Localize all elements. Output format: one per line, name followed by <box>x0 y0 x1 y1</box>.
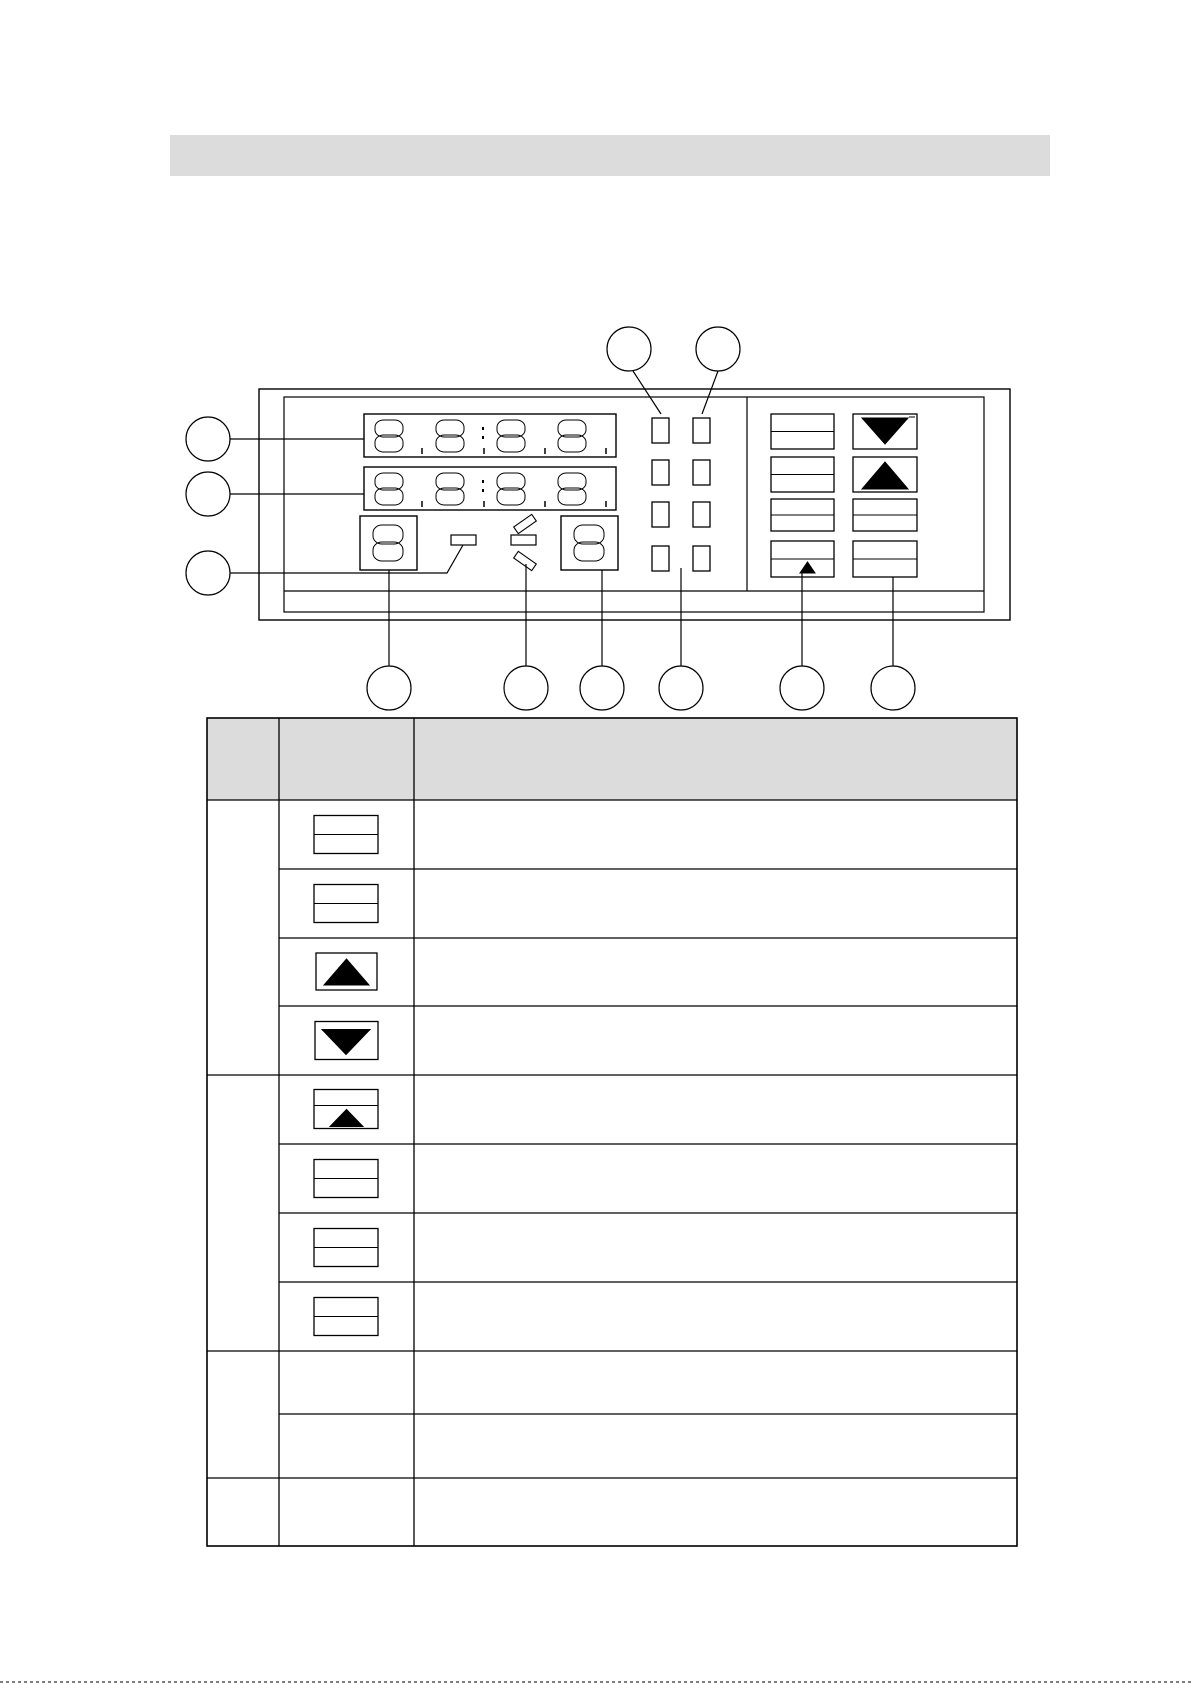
leader-line <box>230 545 463 573</box>
callout-circle <box>871 666 915 710</box>
callout-circle <box>504 666 548 710</box>
indicator-bar-slanted <box>514 514 537 533</box>
panel-key-blank <box>771 414 834 449</box>
segment-lower-loop <box>375 488 403 505</box>
down-triangle-icon <box>322 1030 370 1055</box>
panel-key-shift <box>771 541 834 577</box>
seven-segment-digit <box>497 473 525 505</box>
section-header-band <box>170 135 1050 176</box>
seven-segment-digit <box>375 420 403 452</box>
display-row-1 <box>364 414 616 457</box>
status-lamp <box>693 460 710 485</box>
panel-key-down <box>853 414 917 449</box>
panel-key-blank <box>771 457 834 492</box>
table-row <box>279 1213 1017 1267</box>
table-row <box>279 1006 1017 1060</box>
segment-lower-loop <box>436 488 464 505</box>
table-row <box>279 938 1017 990</box>
callout-circle <box>780 666 824 710</box>
down-triangle-icon <box>862 418 908 444</box>
callout-circle <box>607 327 651 371</box>
seven-segment-digit <box>436 420 464 452</box>
seven-segment-digit <box>375 473 403 505</box>
panel-key-blank <box>853 499 917 531</box>
status-lamp <box>652 502 669 527</box>
segment-lower-loop <box>373 542 403 561</box>
table-key-blank <box>314 816 378 854</box>
single-digit-frame <box>561 516 618 570</box>
segment-lower-loop <box>375 435 403 452</box>
seven-segment-digit <box>558 473 586 505</box>
table-key-shift <box>314 1090 378 1129</box>
callout-circle <box>696 327 740 371</box>
callout-circle <box>186 551 230 595</box>
seven-segment-digit <box>497 420 525 452</box>
segment-upper-loop <box>373 525 403 544</box>
table-row <box>207 1075 1017 1129</box>
up-triangle-icon <box>324 959 369 985</box>
table-key-blank <box>314 1229 378 1267</box>
segment-lower-loop <box>558 435 586 452</box>
callout-circle <box>659 666 703 710</box>
segment-upper-loop <box>375 473 403 490</box>
leader-line <box>633 371 661 414</box>
status-lamp <box>693 546 710 571</box>
table-row <box>279 1144 1017 1198</box>
status-lamps <box>652 418 710 571</box>
status-lamp <box>652 546 669 571</box>
segment-upper-loop <box>497 473 525 490</box>
seven-segment-digit <box>436 473 464 505</box>
table-key-down <box>315 1022 378 1060</box>
segment-upper-loop <box>436 420 464 437</box>
up-triangle-icon <box>800 562 815 573</box>
panel-keys <box>771 414 917 577</box>
table-row <box>279 1282 1017 1336</box>
single-digit-frame <box>360 516 417 570</box>
table-header-row <box>207 718 1017 800</box>
single-digit-window-left <box>360 516 417 570</box>
callout-circle <box>186 472 230 516</box>
segment-lower-loop <box>497 488 525 505</box>
callout-circle <box>367 666 411 710</box>
status-lamp <box>693 418 710 443</box>
table-row <box>314 816 378 854</box>
leader-line <box>702 371 718 414</box>
panel-key-blank <box>853 541 917 577</box>
status-lamp <box>693 502 710 527</box>
callouts <box>186 327 915 710</box>
indicator-bar <box>451 535 476 545</box>
segment-upper-loop <box>558 473 586 490</box>
segment-lower-loop <box>574 542 604 561</box>
table-key-blank <box>314 1298 378 1336</box>
indicator-bar-slanted <box>514 551 537 570</box>
table-key-blank <box>314 1160 378 1198</box>
segment-lower-loop <box>436 435 464 452</box>
table-row <box>279 869 1017 923</box>
key-reference-table <box>207 718 1017 1546</box>
seven-segment-digit <box>373 525 403 561</box>
up-triangle-icon <box>330 1110 363 1127</box>
status-lamp <box>652 418 669 443</box>
table-key-up <box>316 953 377 990</box>
segment-upper-loop <box>574 525 604 544</box>
segment-upper-loop <box>558 420 586 437</box>
segment-upper-loop <box>436 473 464 490</box>
callout-circle <box>580 666 624 710</box>
single-digit-window-right <box>561 516 618 570</box>
display-row-2 <box>364 467 616 510</box>
segment-lower-loop <box>558 488 586 505</box>
seven-segment-digit <box>558 420 586 452</box>
table-border <box>207 718 1017 1546</box>
segment-upper-loop <box>497 420 525 437</box>
segment-lower-loop <box>497 435 525 452</box>
callout-circle <box>186 417 230 461</box>
front-panel <box>259 389 1010 620</box>
up-triangle-icon <box>862 462 908 489</box>
seven-segment-digit <box>574 525 604 561</box>
panel-key-blank <box>771 499 834 531</box>
table-key-blank <box>314 885 378 923</box>
indicator-bar <box>511 535 536 545</box>
segment-upper-loop <box>375 420 403 437</box>
panel-key-up <box>853 457 917 492</box>
status-lamp <box>652 460 669 485</box>
